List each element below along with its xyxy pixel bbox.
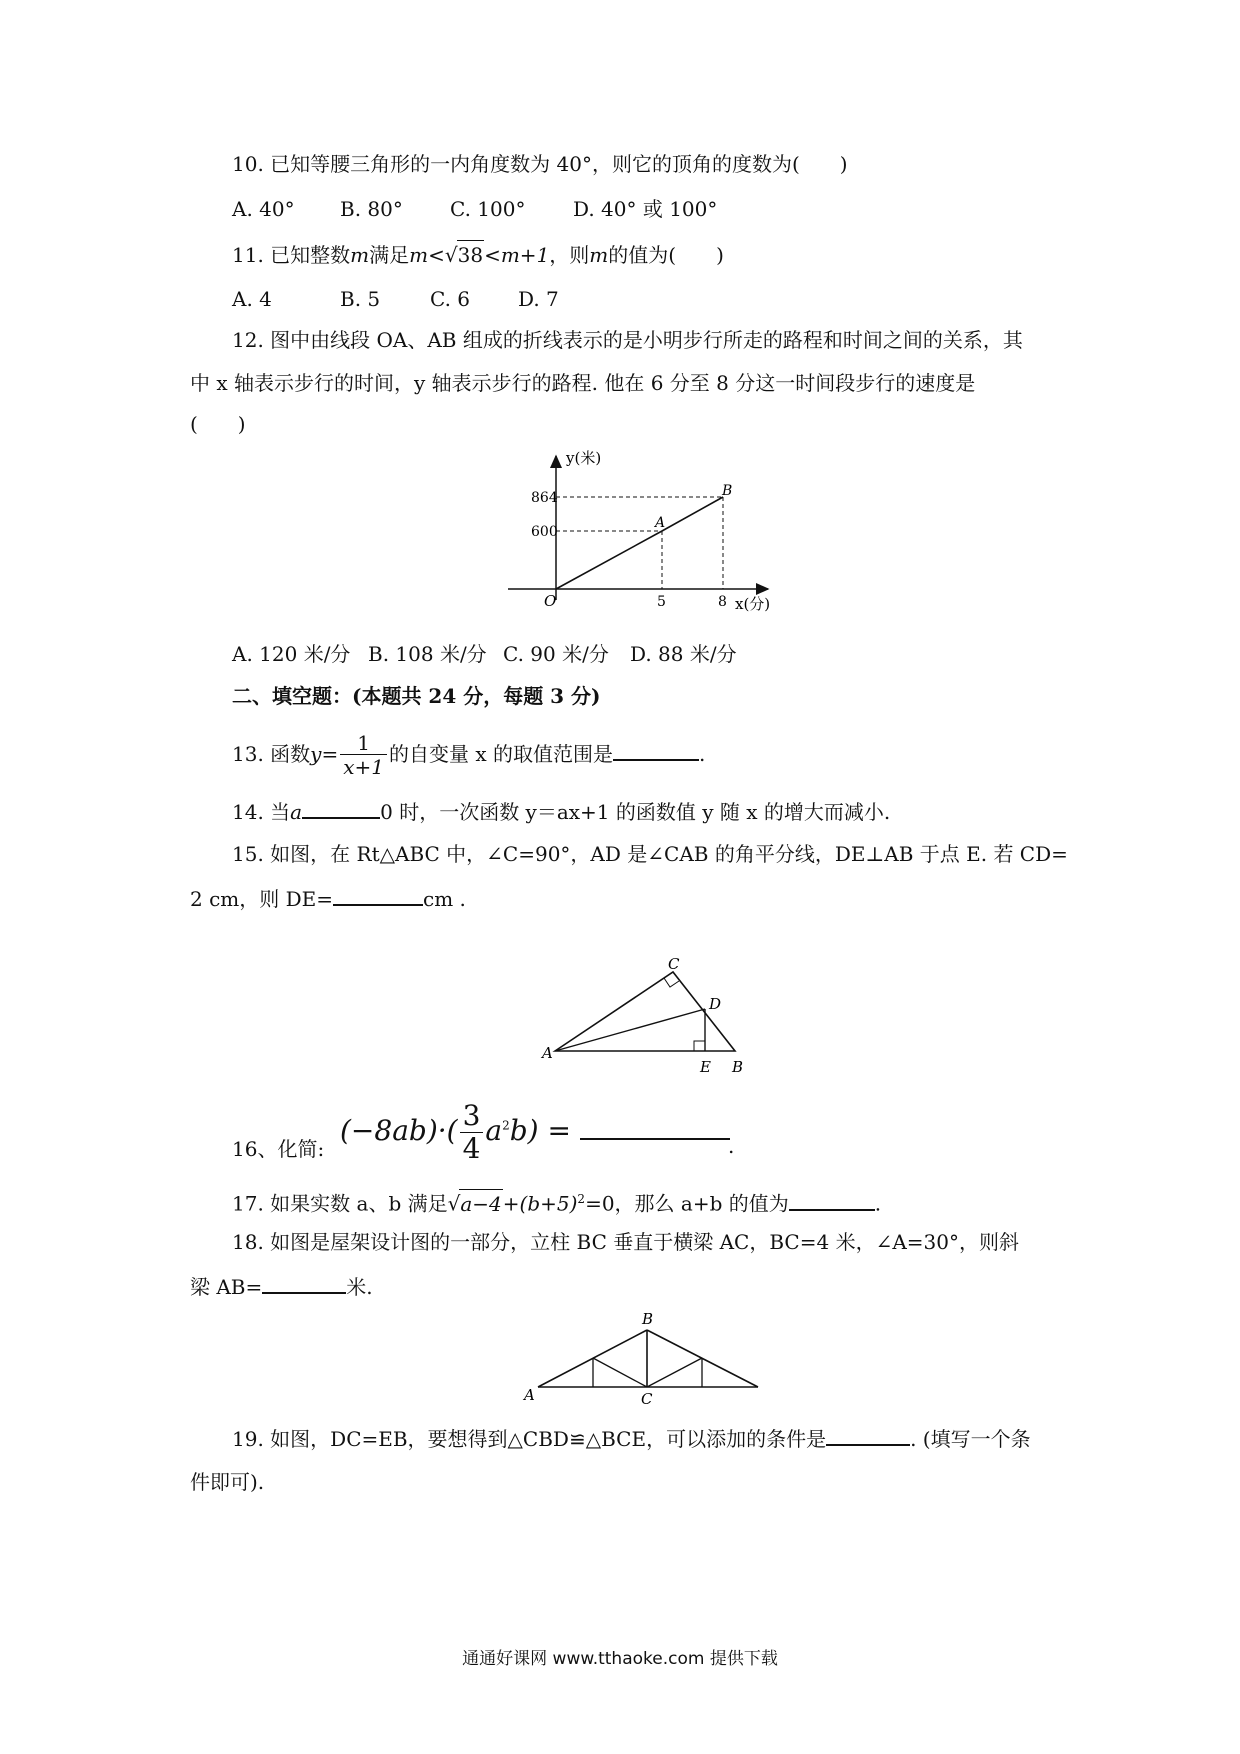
page-footer: 通通好课网 www.tthaoke.com 提供下载: [462, 1649, 778, 1669]
q16-fraction: $\frac{3}{4}$: [460, 1100, 484, 1165]
q11-radicand: 38: [457, 240, 484, 269]
q11-option-d: D. 7: [518, 287, 559, 311]
q11-stem: 11. 已知整数m满足m<√38<m+1，则m的值为( ): [232, 240, 724, 269]
q17-radicand: a−4: [459, 1189, 502, 1218]
q19-answer-blank: [826, 1424, 910, 1446]
q12-x-axis-label: x(分): [735, 595, 771, 613]
q15-label-c: C: [668, 955, 680, 973]
q14-stem: 14. 当a 0 时，一次函数 y＝ax+1 的函数值 y 随 x 的增大而减小.: [232, 797, 890, 826]
q18-line1: 18. 如图是屋架设计图的一部分，立柱 BC 垂直于横梁 AC，BC=4 米，∠A=30°，则斜: [232, 1230, 1019, 1254]
q12-x-tick-8: 8: [718, 594, 727, 610]
q16-end: .: [728, 1134, 735, 1158]
q10-stem: 10. 已知等腰三角形的一内角度数为 40°，则它的顶角的度数为( ): [232, 152, 848, 176]
q10-option-d: D. 40° 或 100°: [573, 197, 718, 221]
q15-label-e: E: [700, 1058, 711, 1076]
q12-line2: 中 x 轴表示步行的时间，y 轴表示步行的路程. 他在 6 分至 8 分这一时间段步行的速度是: [190, 371, 976, 395]
q18-label-b: B: [642, 1310, 654, 1328]
q12-option-a: A. 120 米/分: [232, 642, 351, 666]
q12-point-b-label: B: [722, 483, 733, 499]
q12-line3: ( ): [190, 412, 246, 436]
q11-option-a: A. 4: [232, 287, 272, 311]
section-2-title: 二、填空题：(本题共 24 分，每题 3 分): [232, 684, 601, 708]
q10-option-c: C. 100°: [450, 197, 526, 221]
q12-y-tick-600: 600: [531, 524, 558, 540]
q12-y-axis-label: y(米): [566, 449, 602, 467]
q12-point-a-label: A: [655, 515, 666, 531]
q12-option-d: D. 88 米/分: [630, 642, 737, 666]
q11-option-c: C. 6: [430, 287, 471, 311]
q12-origin-label: O: [544, 592, 557, 610]
q12-x-tick-5: 5: [657, 594, 666, 610]
q16-prefix: 16、化简:: [232, 1137, 325, 1161]
q10-option-a: A. 40°: [232, 197, 295, 221]
q15-label-a: A: [542, 1044, 553, 1062]
q12-option-c: C. 90 米/分: [503, 642, 609, 666]
q19-line2: 件即可).: [190, 1470, 265, 1494]
q12-y-tick-864: 864: [531, 490, 558, 506]
q12-option-b: B. 108 米/分: [368, 642, 487, 666]
q15-line1: 15. 如图，在 Rt△ABC 中，∠C=90°，AD 是∠CAB 的角平分线，DE⊥AB 于点 E. 若 CD=: [232, 842, 1068, 866]
q17-stem: 17. 如果实数 a、b 满足$√a-4+(b+5)^2=0$，那么 a+b 的值为 .: [232, 1185, 881, 1218]
q10-option-b: B. 80°: [340, 197, 403, 221]
q15-label-b: B: [732, 1058, 744, 1076]
q18-strut-right-diagonal: [647, 1358, 702, 1387]
q18-line2: 梁 AB= 米.: [190, 1272, 373, 1301]
q19-line1: 19. 如图，DC=EB，要想得到△CBD≌△BCE，可以添加的条件是 . (填写一个条: [232, 1424, 1031, 1453]
q15-label-d: D: [709, 995, 722, 1013]
q12-line1: 12. 图中由线段 OA、AB 组成的折线表示的是小明步行所走的路程和时间之间的关系，其: [232, 328, 1023, 352]
q15-line2: 2 cm，则 DE= cm .: [190, 884, 466, 913]
q11-option-b: B. 5: [340, 287, 381, 311]
q16-expression: (−8ab)·( $\frac{3}{4}$ $a^2b$) =: [340, 1100, 730, 1165]
q18-strut-left-diagonal: [593, 1358, 647, 1387]
q18-label-c: C: [641, 1390, 653, 1408]
q13-fraction: $\frac{1}{x+1}$: [340, 732, 387, 779]
q18-label-a: A: [524, 1386, 535, 1404]
q13-stem: 13. 函数y= $\frac{1}{x+1}$ 的自变量 x 的取值范围是 .: [232, 731, 706, 779]
